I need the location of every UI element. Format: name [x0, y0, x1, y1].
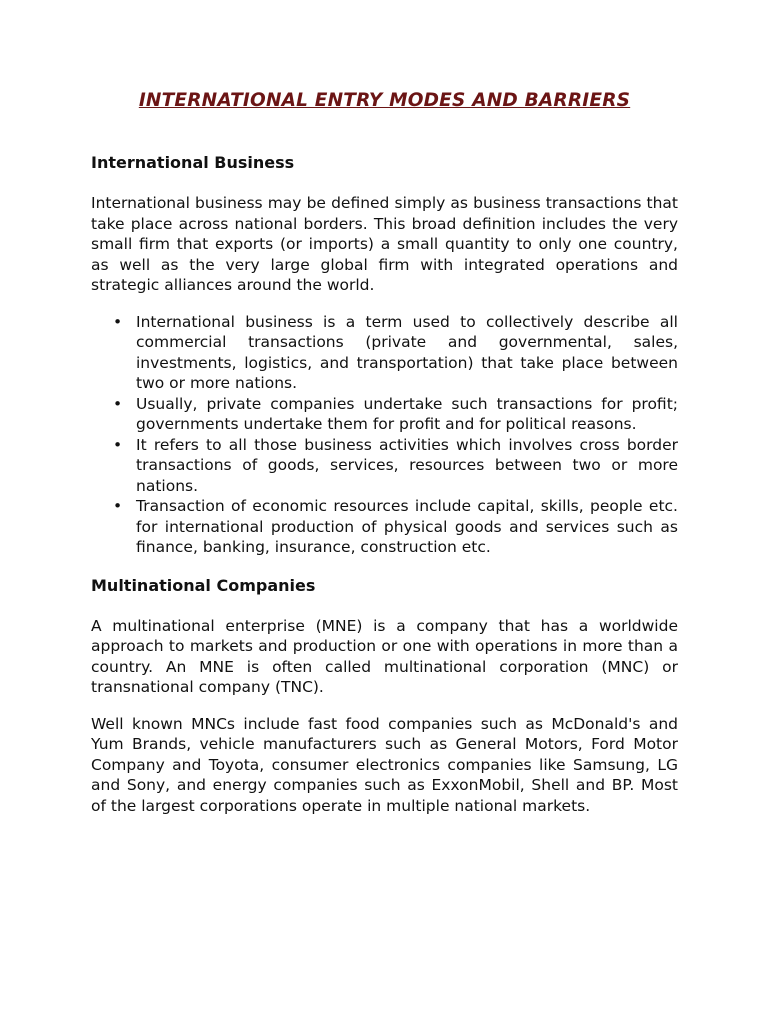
document-title: INTERNATIONAL ENTRY MODES AND BARRIERS: [138, 90, 631, 111]
paragraph-international-business: International business may be defined simply as business transactions that take place across national borders. This broad definition includes the very small firm that exports (or imports) a small quantity to only one country, as well as the very large global firm with integrated operations and strategic alliances around the world.: [91, 194, 678, 294]
bullet-text: Usually, private companies undertake such transactions for profit; governments undertake them for profit and for political reasons.: [136, 394, 678, 433]
bullet-list: [91, 312, 678, 558]
bullet-text: It refers to all those business activities which involves cross border transactions of goods, services, resources between two or more nations.: [136, 435, 678, 495]
bullet-icon: •: [113, 497, 123, 515]
document-page: [91, 88, 678, 832]
list-item: [91, 312, 678, 394]
list-item: [91, 435, 678, 497]
bullet-text: Transaction of economic resources include capital, skills, people etc. for international production of physical goods and services such as finance, banking, insurance, construction etc.: [136, 497, 678, 556]
section-heading-international-business: International Business: [91, 153, 295, 172]
list-item: [91, 394, 678, 435]
bullet-icon: •: [113, 394, 123, 413]
bullet-text: International business is a term used to collectively describe all commercial transactions (private and governmental, sales, investments, logistics, and transportation) that take place between two or more nations.: [136, 312, 678, 392]
bullet-icon: •: [113, 435, 123, 454]
bullet-icon: •: [113, 312, 123, 331]
section-heading-multinational-companies: Multinational Companies: [91, 575, 316, 595]
paragraph-mne-definition: A multinational enterprise (MNE) is a company that has a worldwide approach to markets and production or one with operations in more than a country. An MNE is often called multinational corporation (MNC) or transnational company (TNC).: [91, 616, 678, 696]
list-item: [91, 496, 678, 558]
paragraph-mnc-examples: Well known MNCs include fast food companies such as McDonald's and Yum Brands, vehicle manufacturers such as General Motors, Ford Motor Company and Toyota, consumer electronics companies like Samsung, LG and Sony, and energy companies such as ExxonMobil, Shell and BP. Most of the largest corporations operate in multiple national markets.: [91, 714, 678, 815]
